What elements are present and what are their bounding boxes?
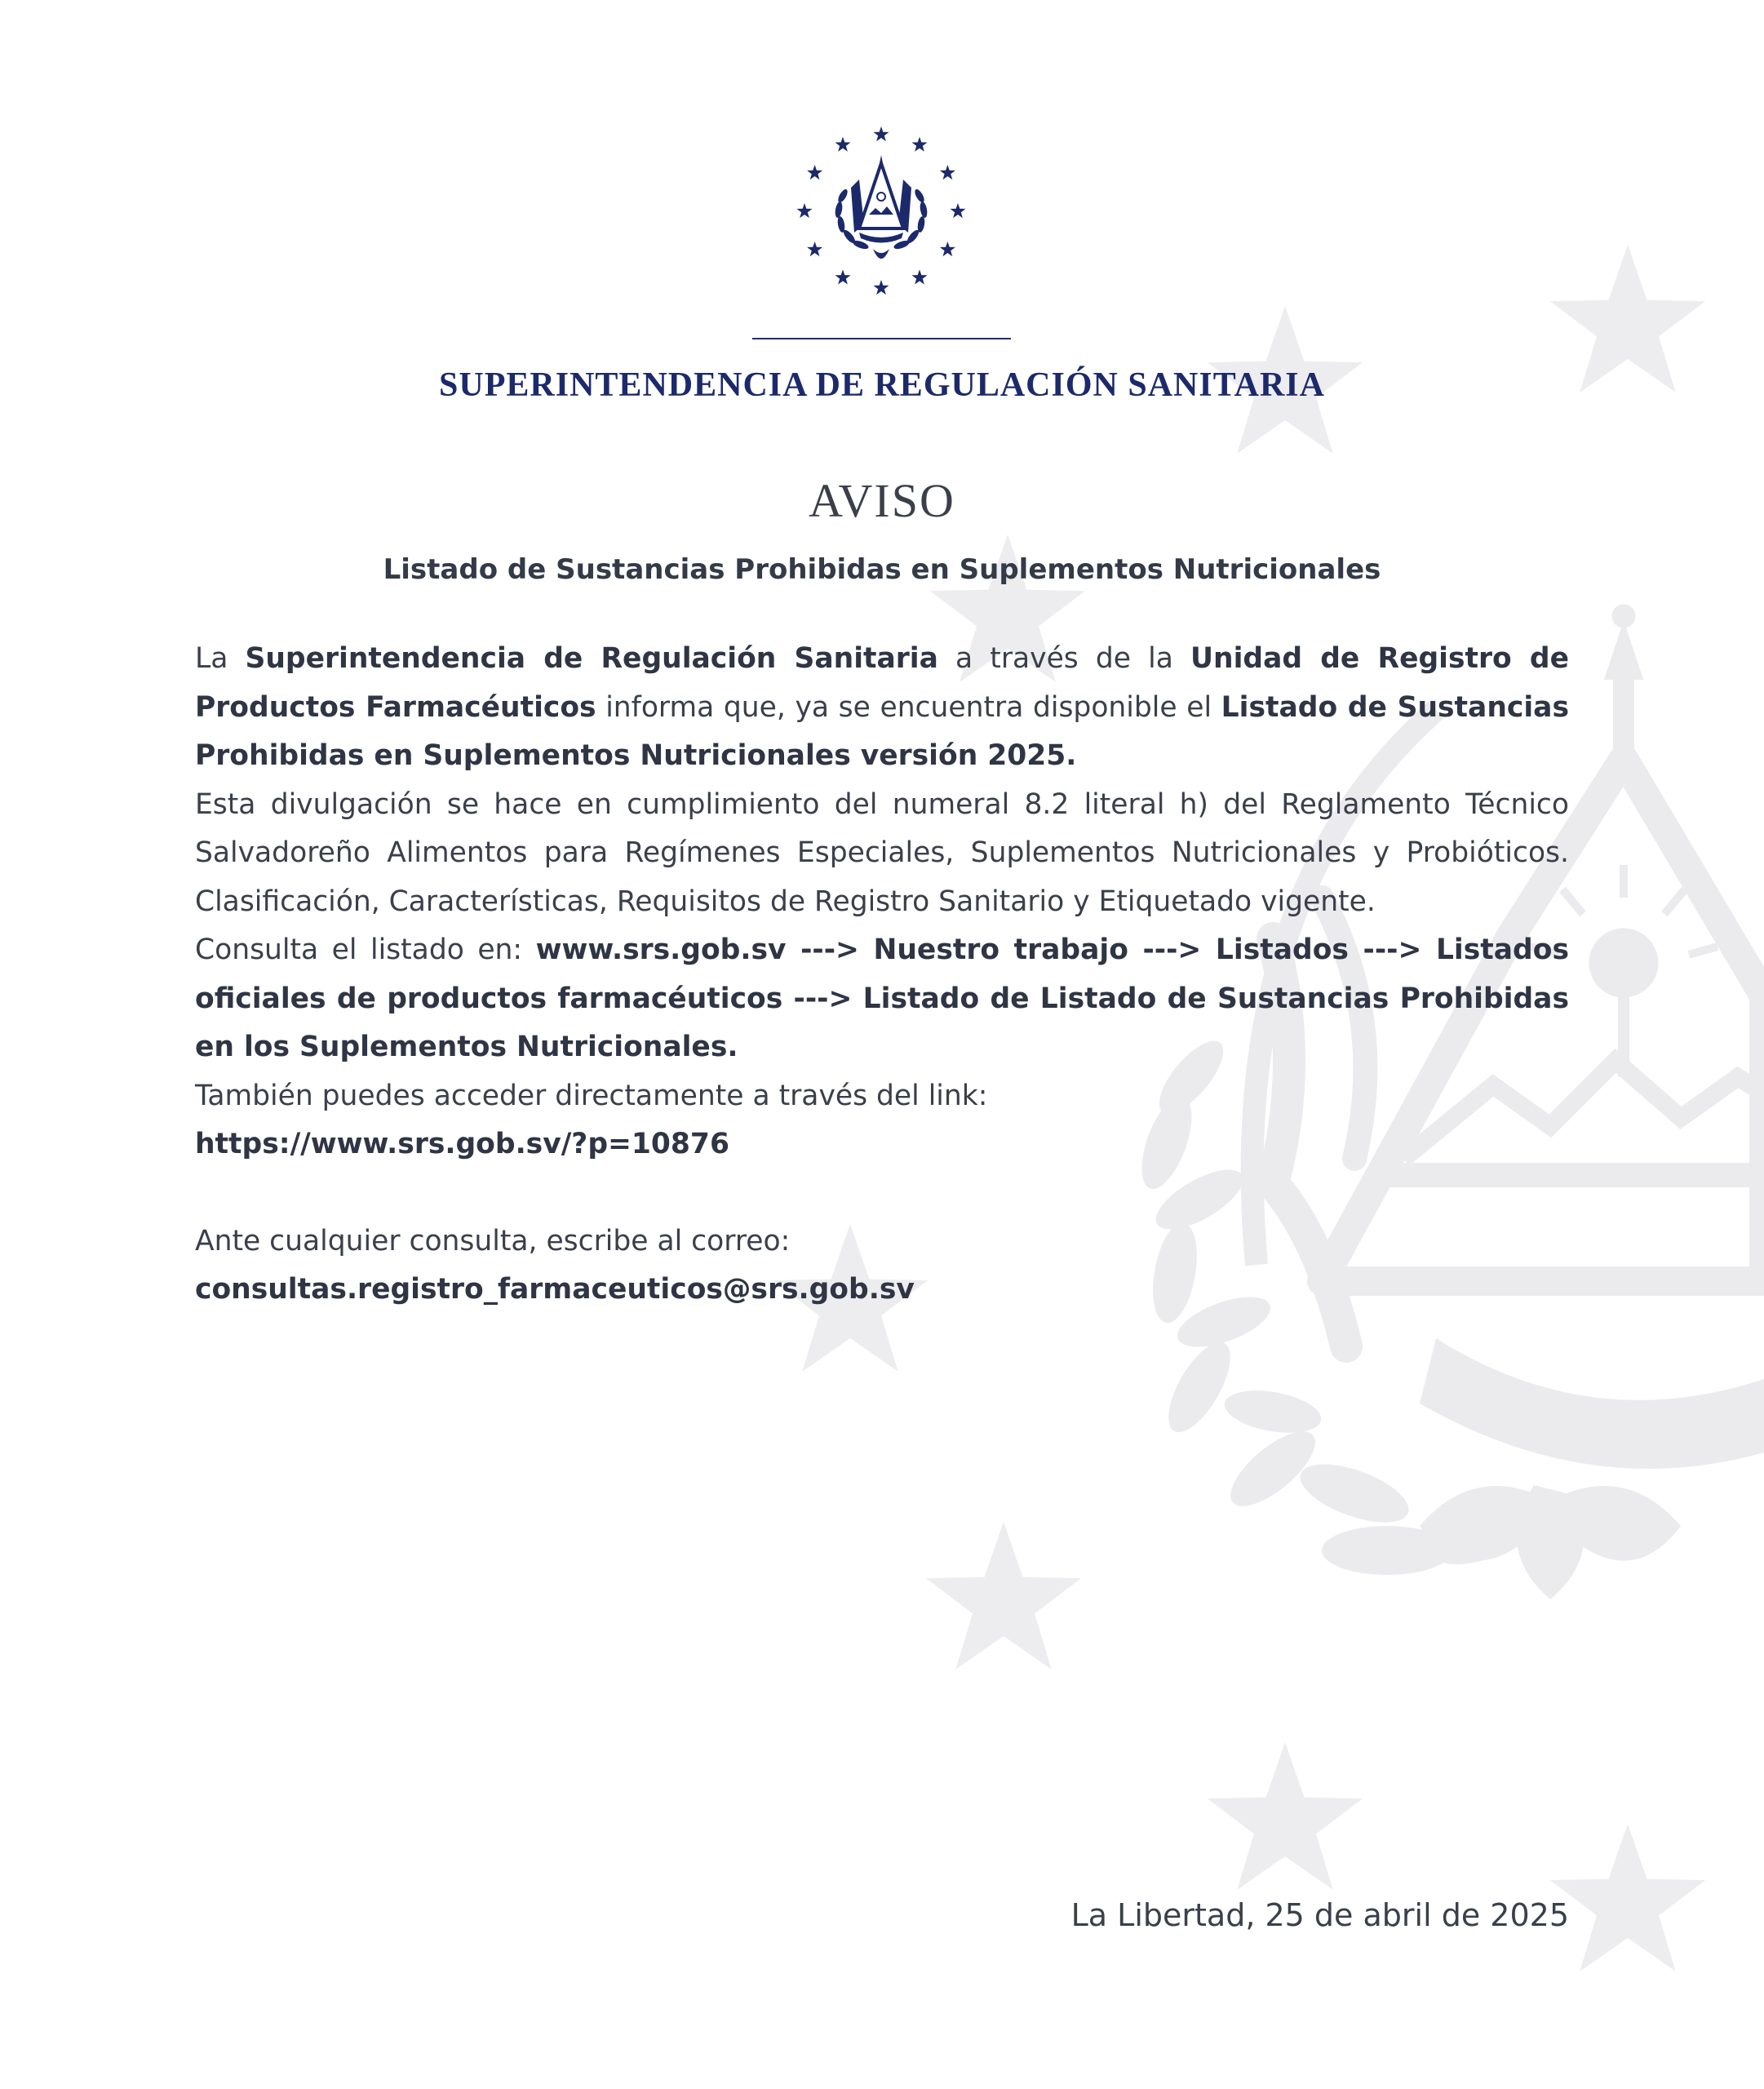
notice-subtitle: Listado de Sustancias Prohibidas en Suplementos Nutricionales (383, 553, 1381, 586)
link-intro: También puedes acceder directamente a través del link: (195, 1079, 988, 1112)
intro-text-1: La (195, 642, 246, 675)
header-divider (752, 338, 1011, 339)
intro-paragraph (195, 635, 1569, 781)
contact-intro: Ante cualquier consulta, escribe al correo: (195, 1224, 791, 1257)
list-title-mention: Listado de Sustancias Prohibidas en Suplementos Nutricionales versión 2025. (195, 690, 1569, 772)
intro-text-3: informa que, ya se encuentra disponible el (596, 690, 1221, 724)
navigation-intro: Consulta el listado en: (195, 934, 536, 966)
el-salvador-coat-of-arms-icon (779, 118, 983, 322)
agency-mention: Superintendencia de Regulación Sanitaria (245, 642, 938, 675)
spacer (195, 1169, 1569, 1217)
regulation-paragraph: Esta divulgación se hace en cumplimiento del numeral 8.2 literal h) del Reglamento Técnico Salvadoreño Alimentos para Regímenes Especiales, Suplementos Nutricionales y Probióticos. Clasificación, Características, Requisitos de Registro Sanitario y Etiquetado vigente. (195, 787, 1569, 918)
intro-text-2: a través de la (937, 642, 1190, 675)
direct-link[interactable]: https://www.srs.gob.sv/?p=10876 (195, 1128, 729, 1160)
notice-body (195, 635, 1569, 1315)
unit-mention: Unidad de Registro de Productos Farmacéuticos (195, 642, 1569, 724)
contact-email[interactable]: consultas.registro_farmaceuticos@srs.gob.sv (195, 1273, 915, 1306)
navigation-path[interactable]: www.srs.gob.sv ---> Nuestro trabajo ---> Listados ---> Listados oficiales de productos farmacéuticos ---> Listado de Listado de Sustancias Prohibidas en los Suplementos Nutricionales. (195, 934, 1569, 1063)
notice-heading: AVISO (809, 474, 955, 527)
navigation-paragraph (195, 926, 1569, 1072)
place-date: La Libertad, 25 de abril de 2025 (1070, 1897, 1569, 1933)
agency-name: SUPERINTENDENCIA DE REGULACIÓN SANITARIA (439, 366, 1325, 404)
